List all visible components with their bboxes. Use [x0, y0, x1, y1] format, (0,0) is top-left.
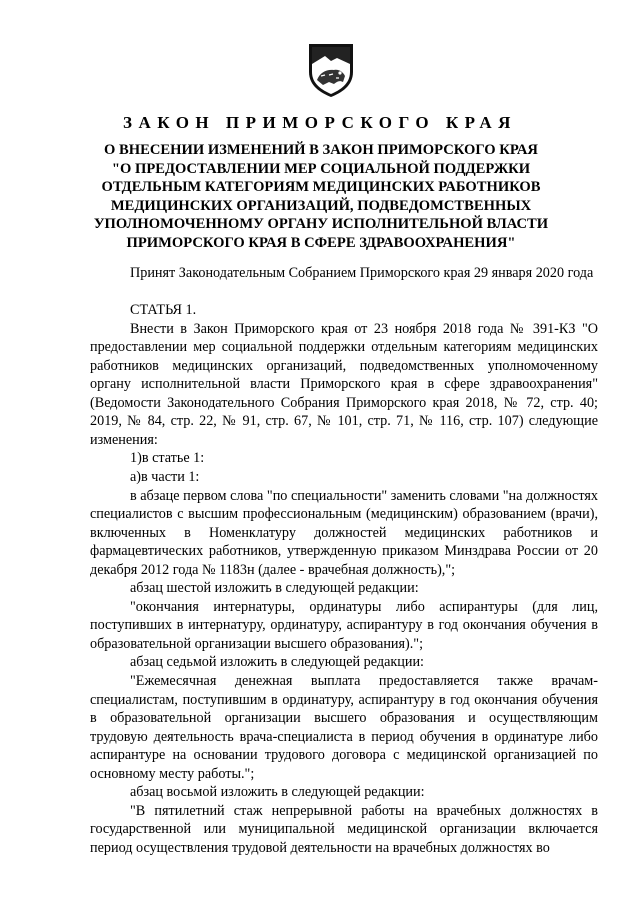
paragraph: 1)в статье 1:	[130, 450, 205, 467]
law-title: ЗАКОН ПРИМОРСКОГО КРАЯ	[123, 113, 517, 132]
subtitle-line: "О ПРЕДОСТАВЛЕНИИ МЕР СОЦИАЛЬНОЙ ПОДДЕРЖКИ	[111, 160, 531, 177]
subtitle-line: О ВНЕСЕНИИ ИЗМЕНЕНИЙ В ЗАКОН ПРИМОРСКОГО КРАЯ	[104, 142, 538, 158]
law-subtitle	[80, 141, 562, 253]
paragraph: а)в части 1:	[130, 469, 200, 486]
coat-of-arms-emblem	[307, 42, 355, 98]
subtitle-line: УПОЛНОМОЧЕННОМУ ОРГАНУ ИСПОЛНИТЕЛЬНОЙ ВЛАСТИ	[93, 216, 549, 233]
paragraph: Внести в Закон Приморского края от 23 ноября 2018 года № 391-КЗ "О предоставлении мер социальной поддержки отдельным категориям медицинских работников медицинских организаций, подведомственных уполномоченному органу исполнительной власти Приморского края в сфере здравоохранения" (Ведомости Законодательного Собрания Приморского края 2018, № 72, стр. 40; 2019, № 84, стр. 22, № 91, стр. 67, № 101, стр. 71, № 116, стр. 107) следующие изменения:	[90, 320, 598, 448]
adoption-statement: Принят Законодательным Собранием Приморского края 29 января 2020 года	[130, 265, 594, 281]
paragraph: в абзаце первом слова "по специальности" заменить словами "на должностях специалистов с высшим профессиональным (медицинским) образованием (врачи), включенных в Номенклатуру должностей медицинских работников и фармацевтических работников, утвержденную приказом Минздрава России от 20 декабря 2012 года № 1183н (далее - врачебная должность),";	[90, 487, 598, 578]
paragraph: абзац седьмой изложить в следующей редакции:	[130, 654, 425, 671]
paragraph: "Ежемесячная денежная выплата предоставляется также врачам-специалистам, поступившим в ординатуру, аспирантуру в год окончания обучения в образовательной организации высшего образования и осуществляющим трудовую деятельность врача-специалиста в период обучения в ординатуре либо аспирантуре на основании трудового договора с медицинской организацией по основному месту работы.";	[90, 673, 598, 782]
article-heading: СТАТЬЯ 1.	[130, 302, 197, 319]
paragraph: "окончания интернатуры, ординатуры либо аспирантуры (для лиц, поступивших в интернатуру, ординатуру, аспирантуру в год окончания обучения в образовательной организации высшего образования).";	[90, 598, 598, 652]
paragraph: абзац шестой изложить в следующей редакции:	[130, 580, 419, 597]
subtitle-line: МЕДИЦИНСКИХ ОРГАНИЗАЦИЙ, ПОДВЕДОМСТВЕННЫХ	[110, 197, 532, 214]
paragraph: абзац восьмой изложить в следующей редакции:	[130, 784, 425, 801]
subtitle-line: ОТДЕЛЬНЫМ КАТЕГОРИЯМ МЕДИЦИНСКИХ РАБОТНИКОВ	[101, 179, 541, 196]
law-body	[90, 264, 598, 858]
subtitle-line: ПРИМОРСКОГО КРАЯ В СФЕРЕ ЗДРАВООХРАНЕНИЯ"	[126, 234, 516, 251]
paragraph: "В пятилетний стаж непрерывной работы на врачебных должностях в государственной или муниципальной медицинской организации включается период осуществления трудовой деятельности на врачебных должностях во	[90, 802, 598, 856]
